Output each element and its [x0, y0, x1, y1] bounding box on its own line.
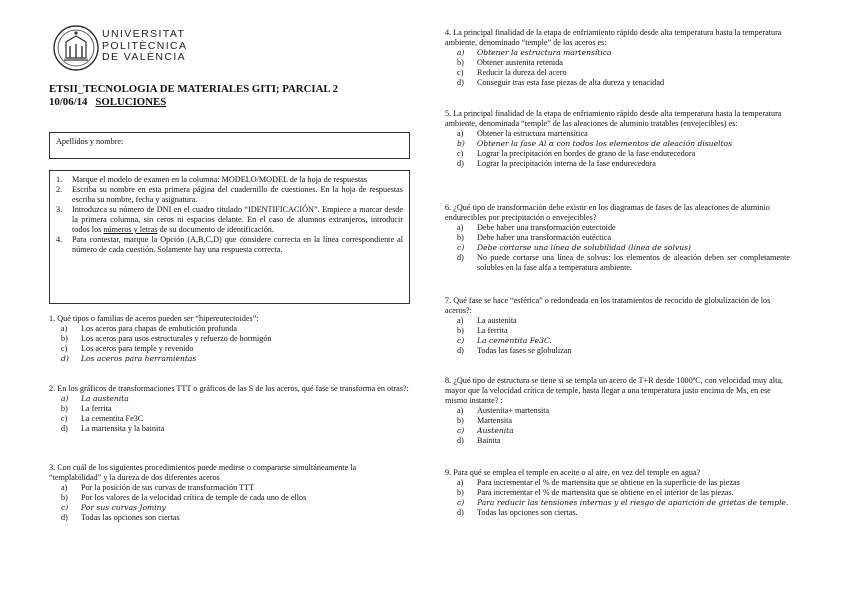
- option-correct: [49, 354, 409, 364]
- option-text: Todas las opciones son ciertas: [81, 513, 180, 522]
- instruction-underlined-text: números y letras: [103, 225, 158, 234]
- option-text: Por la posición de sus curvas de transformación TTT: [81, 483, 255, 492]
- exam-date: 10/06/14: [49, 96, 88, 108]
- option-letter: b): [457, 139, 465, 148]
- option-text: La austenita: [477, 316, 517, 325]
- option-text: No puede cortarse una línea de solvus: los elementos de aleación deben ser completamente solubles en la fase alfa a temperatura ambiente.: [477, 253, 790, 272]
- option-text: Para reducir las tensiones internas y el riesgo de aparición de grietas de temple.: [477, 498, 789, 507]
- option-letter: d): [457, 78, 464, 87]
- option-letter: d): [61, 424, 68, 433]
- option-text: Los aceros para usos estructurales y refuerzo de hormigón: [81, 334, 272, 343]
- instruction-text: [72, 185, 403, 205]
- option: [445, 406, 790, 416]
- option-text: Debe cortarse una línea de solubilidad (línea de solvus): [477, 243, 691, 252]
- instruction-text: [72, 175, 403, 185]
- option-letter: c): [61, 344, 68, 353]
- option-text: Reducir la dureza del acero: [477, 68, 567, 77]
- option-text: Austenita: [477, 426, 514, 435]
- option-letter: c): [61, 503, 69, 512]
- options-list: [49, 324, 409, 364]
- instruction-text: [72, 205, 403, 235]
- option-letter: a): [61, 324, 68, 333]
- option: [445, 129, 790, 139]
- question-4: [445, 28, 790, 88]
- title-line-2: [49, 96, 419, 109]
- university-logo-icon: [52, 24, 100, 72]
- option-text: La ferrita: [81, 404, 112, 413]
- solutions-label: SOLUCIONES: [95, 96, 167, 108]
- option-correct: [445, 48, 790, 58]
- option-letter: b): [457, 488, 464, 497]
- option-text: La martensita y la bainita: [81, 424, 165, 433]
- option-letter: b): [61, 493, 68, 502]
- option-letter: c): [457, 68, 464, 77]
- option-letter: b): [61, 404, 68, 413]
- page-title: [49, 83, 419, 109]
- option-text: Por sus curvas Jominy: [81, 503, 166, 512]
- instruction-item: [56, 205, 403, 235]
- instructions-list: [56, 175, 403, 255]
- question-stem: 3. Con cuál de los siguientes procedimientos puede medirse o compararse simultáneamente la “templabilidad” y la dureza de dos diferentes aceros: [49, 463, 357, 482]
- question-stem: 1. Qué tipos o familias de aceros pueden ser “hipereutectoides”:: [49, 314, 259, 323]
- option-letter: a): [457, 223, 464, 232]
- option-text: La ferrita: [477, 326, 508, 335]
- instruction-text-part: Escriba su nombre en esta primera página del cuadernillo de cuestiones. En la hoja de respuestas escriba su nombre, fecha y asignatura.: [72, 185, 403, 204]
- option-correct: [445, 426, 790, 436]
- option-text: Bainita: [477, 436, 501, 445]
- question-5: [445, 109, 790, 169]
- option-text: La cementita Fe3C.: [477, 336, 552, 345]
- institution-line-2: POLITÈCNICA: [102, 39, 188, 52]
- option-letter: a): [61, 483, 68, 492]
- option-text: Los aceros para herramientas: [81, 354, 197, 363]
- option-text: Obtener la fase Al α con todos los elementos de aleación disueltos: [477, 139, 733, 148]
- question-3: [49, 463, 409, 523]
- option: [445, 508, 790, 518]
- question-stem: 5. La principal finalidad de la etapa de enfriamiento rápido desde alta temperatura hasta la temperatura ambiente, denominada “temple” de las aleaciones de aluminio tratables (envejecibles) es:: [445, 109, 782, 128]
- option: [49, 483, 409, 493]
- option-text: Martensita: [477, 416, 513, 425]
- instruction-item: [56, 235, 403, 255]
- option-text: La cementita Fe3C: [81, 414, 144, 423]
- option-text: Todas las opciones son ciertas.: [477, 508, 578, 517]
- option: [445, 346, 790, 356]
- option-correct: [49, 503, 409, 513]
- option-correct: [445, 243, 790, 253]
- options-list: [49, 483, 409, 523]
- option-text: Para incrementar el % de martensita que se obtiene en la superficie de las piezas: [477, 478, 740, 487]
- option: [445, 159, 790, 169]
- question-stem: 8. ¿Qué tipo de estructura se tiene si se templa un acero de T+R desde 1000ºC, con velocidad muy alta, mayor que la velocidad crítica de temple, hasta llegar a una temperatura justo encima de Ms, en ese mismo instante? :: [445, 376, 784, 405]
- question-stem: 4. La principal finalidad de la etapa de enfriamiento rápido desde alta temperatura hasta la temperatura ambiente, denominado “temple” de los aceros es:: [445, 28, 782, 47]
- option-text: Debe haber una transformación eutéctica: [477, 233, 612, 242]
- instruction-item: [56, 175, 403, 185]
- option-text: Debe haber una transformación eutectoide: [477, 223, 616, 232]
- question-stem: 9. Para qué se emplea el temple en aceite o al aire, en vez del temple en agua?: [445, 468, 701, 477]
- option: [49, 513, 409, 523]
- option: [49, 334, 409, 344]
- option: [49, 414, 409, 424]
- option: [445, 326, 790, 336]
- option-letter: d): [457, 346, 464, 355]
- option-letter: c): [61, 414, 68, 423]
- option: [49, 404, 409, 414]
- option-letter: b): [457, 233, 464, 242]
- options-list: [445, 316, 790, 356]
- option: [49, 424, 409, 434]
- option: [445, 78, 790, 88]
- option-text: Los aceros para chapas de embutición profunda: [81, 324, 237, 333]
- option-letter: b): [61, 334, 68, 343]
- option-letter: c): [457, 243, 465, 252]
- option-correct: [445, 139, 790, 149]
- option: [445, 233, 790, 243]
- option-letter: a): [61, 394, 69, 403]
- option-letter: c): [457, 498, 465, 507]
- options-list: [445, 406, 790, 446]
- option-letter: d): [457, 253, 464, 262]
- option-letter: b): [457, 58, 464, 67]
- option-text: Para incrementar el % de martensita que se obtiene en el interior de las piezas.: [477, 488, 734, 497]
- instruction-text-part: de su documento de identificación.: [157, 225, 274, 234]
- option-letter: b): [457, 326, 464, 335]
- option-letter: a): [457, 478, 464, 487]
- question-stem: 7. Qué fase se hace “esférica” o redondeada en los tratamientos de recocido de globulización de los aceros?:: [445, 296, 771, 315]
- question-7: [445, 296, 790, 356]
- option: [445, 149, 790, 159]
- option: [445, 316, 790, 326]
- option-text: Conseguir tras esta fase piezas de alta dureza y tenacidad: [477, 78, 665, 87]
- instruction-text-part: Marque el modelo de examen en la columna: MODELO/MODEL de la hoja de respuestas: [72, 175, 368, 184]
- option-letter: a): [457, 129, 464, 138]
- options-list: [445, 478, 790, 518]
- question-6: [445, 203, 790, 273]
- option-correct: [445, 498, 790, 508]
- institution-line-1: UNIVERSITAT: [102, 28, 186, 40]
- option-text: Por los valores de la velocidad crítica de temple de cada uno de ellos: [81, 493, 307, 502]
- institution-name: [102, 29, 187, 64]
- question-stem: 6. ¿Qué tipo de transformación debe existir en los diagramas de fases de las aleaciones de aluminio endurecibles por precipitación o envejecibles?: [445, 203, 770, 222]
- option: [445, 436, 790, 446]
- option-text: Obtener la estructura martensítica: [477, 129, 588, 138]
- option: [445, 58, 790, 68]
- option-letter: d): [61, 354, 69, 363]
- option-letter: c): [457, 426, 465, 435]
- option: [49, 493, 409, 503]
- option: [49, 344, 409, 354]
- question-1: [49, 314, 409, 364]
- option-letter: d): [457, 436, 464, 445]
- question-stem: 2. En los gráficos de transformaciones TTT o gráficos de las S de los aceros, qué fase se transforma en otras?:: [49, 384, 409, 393]
- option-letter: a): [457, 406, 464, 415]
- instruction-number: 4.: [56, 235, 63, 244]
- option-text: Obtener la estructura martensítica: [477, 48, 612, 57]
- option-letter: a): [457, 316, 464, 325]
- option: [445, 223, 790, 233]
- option: [445, 68, 790, 78]
- option-text: Los aceros para temple y revenido: [81, 344, 194, 353]
- option-letter: b): [457, 416, 464, 425]
- option-letter: d): [61, 513, 68, 522]
- option-correct: [445, 336, 790, 346]
- option-correct: [49, 394, 409, 404]
- institution-line-3: DE VALÈNCIA: [102, 51, 187, 63]
- option-letter: d): [457, 508, 464, 517]
- option-letter: a): [457, 48, 465, 57]
- option: [445, 253, 790, 273]
- option-text: Lograr la precipitación en bordes de grano de la fase endurecedora: [477, 149, 696, 158]
- instruction-text: [72, 235, 403, 255]
- question-2: [49, 384, 409, 434]
- name-field[interactable]: [49, 132, 410, 159]
- option-letter: c): [457, 336, 465, 345]
- options-list: [445, 129, 790, 169]
- option-letter: c): [457, 149, 464, 158]
- instruction-number: 3.: [56, 205, 63, 214]
- instruction-number: 1.: [56, 175, 63, 184]
- instruction-text-part: Introduzca su número de DNI en el cuadro titulado “IDENTIFICACIÓN”. Empiece a marcar desde la primera columna, sin ceros ni espacios delante. En el caso de alumnos extranjeros, introducir todos los: [72, 205, 403, 234]
- option-text: Lograr la precipitación interna de la fase endurecedora: [477, 159, 656, 168]
- question-8: [445, 376, 790, 446]
- question-9: [445, 468, 790, 518]
- option: [49, 324, 409, 334]
- option-text: Austenita+ martensita: [477, 406, 550, 415]
- instruction-item: [56, 185, 403, 205]
- option-text: Obtener austenita retenida: [477, 58, 563, 67]
- instruction-text-part: Para contestar, marque la Opción (A,B,C,D) que considere correcta en la línea correspondiente al número de cada cuestión. Solamente hay una respuesta correcta.: [72, 235, 403, 254]
- option-text: La austenita: [81, 394, 129, 403]
- title-line-1: ETSII_TECNOLOGIA DE MATERIALES GITI; PARCIAL 2: [49, 83, 339, 95]
- options-list: [445, 48, 790, 88]
- options-list: [49, 394, 409, 434]
- option: [445, 416, 790, 426]
- option-text: Todas las fases se globulizan: [477, 346, 572, 355]
- option: [445, 478, 790, 488]
- instruction-number: 2.: [56, 185, 63, 194]
- option: [445, 488, 790, 498]
- instructions-box: [49, 170, 410, 304]
- option-letter: d): [457, 159, 464, 168]
- name-field-label: Apellidos y nombre:: [56, 137, 124, 146]
- options-list: [445, 223, 790, 273]
